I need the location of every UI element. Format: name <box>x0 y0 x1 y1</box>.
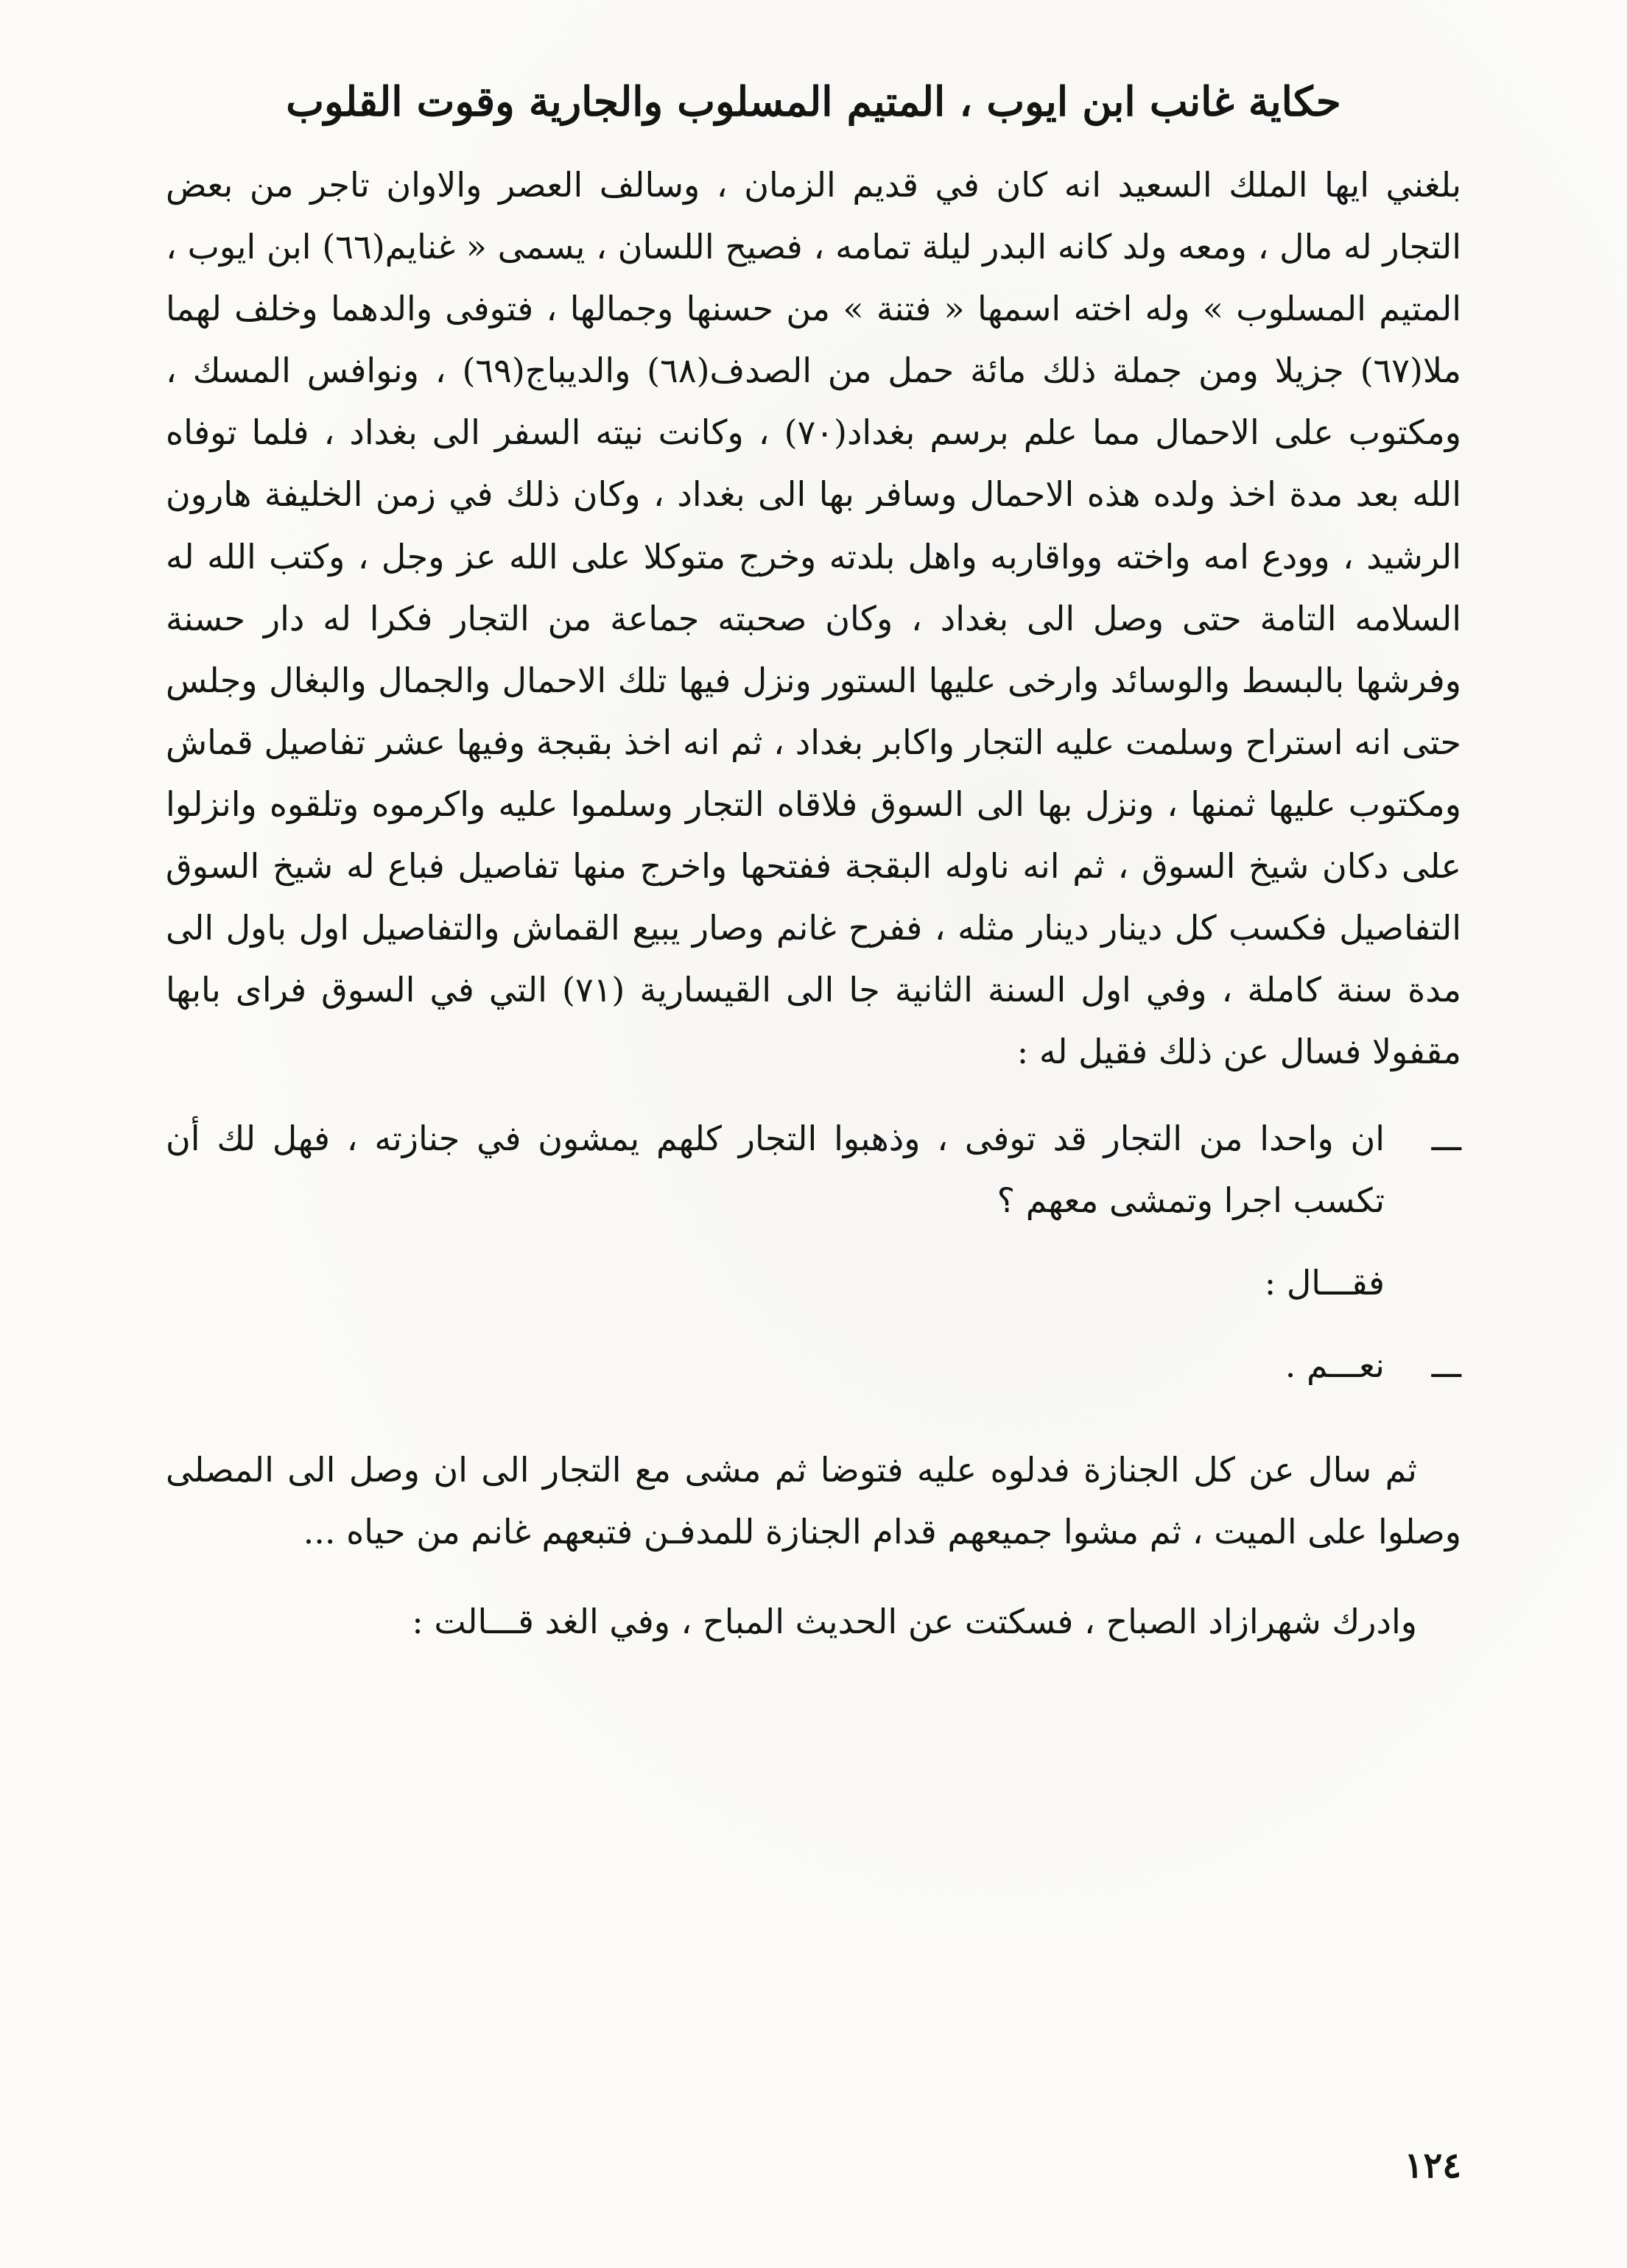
main-paragraph: بلغني ايها الملك السعيد انه كان في قديم الزمان ، وسالف العصر والاوان تاجر من بعض التجار له مال ، ومعه ولد كانه البدر ليلة تمامه ، فصيح اللسان ، يسمى « غنايم(٦٦) ابن ايوب ، المتيم المسلوب » وله اخته اسمها « فتنة » من حسنها وجمالها ، فتوفى والدهما وخلف لهما ملا(٦٧) جزيلا ومن جملة ذلك مائة حمل من الصدف(٦٨) والديباج(٦٩) ، ونوافس المسك ، ومكتوب على الاحمال مما علم برسم بغداد(٧٠) ، وكانت نيته السفر الى بغداد ، فلما توفاه الله بعد مدة اخذ ولده هذه الاحمال وسافر بها الى بغداد ، وكان ذلك في زمن الخليفة هارون الرشيد ، وودع امه واخته وواقاربه واهل بلدته وخرج متوكلا على الله عز وجل ، وكتب الله له السلامه التامة حتى وصل الى بغداد ، وكان صحبته جماعة من التجار فكرا له دار حسنة وفرشها بالبسط والوسائد وارخى عليها الستور ونزل فيها تلك الاحمال والجمال والبغال وجلس حتى انه استراح وسلمت عليه التجار واكابر بغداد ، ثم انه اخذ بقبجة وفيها عشر تفاصيل قماش ومكتوب عليها ثمنها ، ونزل بها الى السوق فلاقاه التجار وسلموا عليه واكرموه وتلقوه وانزلوا على دكان شيخ السوق ، ثم انه ناوله البقجة ففتحها واخرج منها تفاصيل فباع له شيخ السوق التفاصيل فكسب كل دينار دينار مثله ، ففرح غانم وصار يبيع القماش والتفاصيل اول باول الى مدة سنة كاملة ، وفي اول السنة الثانية جا الى القيسارية (٧١) التي في السوق فراى بابها مقفولا فسال عن ذلك فقيل له : <box>166 165 1462 1072</box>
story-title: حكاية غانب ابن ايوب ، المتيم المسلوب والجارية وقوت القلوب <box>286 77 1341 125</box>
dialogue-dash: ـــ <box>1431 1119 1461 1159</box>
dialogue-dash: ـــ <box>1431 1345 1461 1386</box>
dialogue-section <box>166 1107 1461 1396</box>
dialogue-line-2 <box>166 1252 1461 1314</box>
dialogue-text: ان واحدا من التجار قد توفى ، وذهبوا التجار كلهم يمشون في جنازته ، فهل لك أن تكسب اجرا وتمشى معهم ؟ <box>166 1119 1385 1221</box>
page-number: ١٢٤ <box>1404 2145 1461 2186</box>
dialogue-text: نعـــم . <box>1285 1345 1385 1386</box>
dialogue-line-1 <box>166 1107 1461 1231</box>
dialogue-line-3 <box>166 1334 1461 1396</box>
narration-paragraph: ثم سال عن كل الجنازة فدلوه عليه فتوضا ثم مشى مع التجار الى ان وصل الى المصلى وصلوا على الميت ، ثم مشوا جميعهم قدام الجنازة للمدفـن فتبعهم غانم من حياه ... <box>166 1450 1461 1552</box>
dialogue-text: فقـــال : <box>1264 1263 1385 1303</box>
closing-paragraph: وادرك شهرازاد الصباح ، فسكتت عن الحديث المباح ، وفي الغد قـــالت : <box>412 1602 1417 1642</box>
